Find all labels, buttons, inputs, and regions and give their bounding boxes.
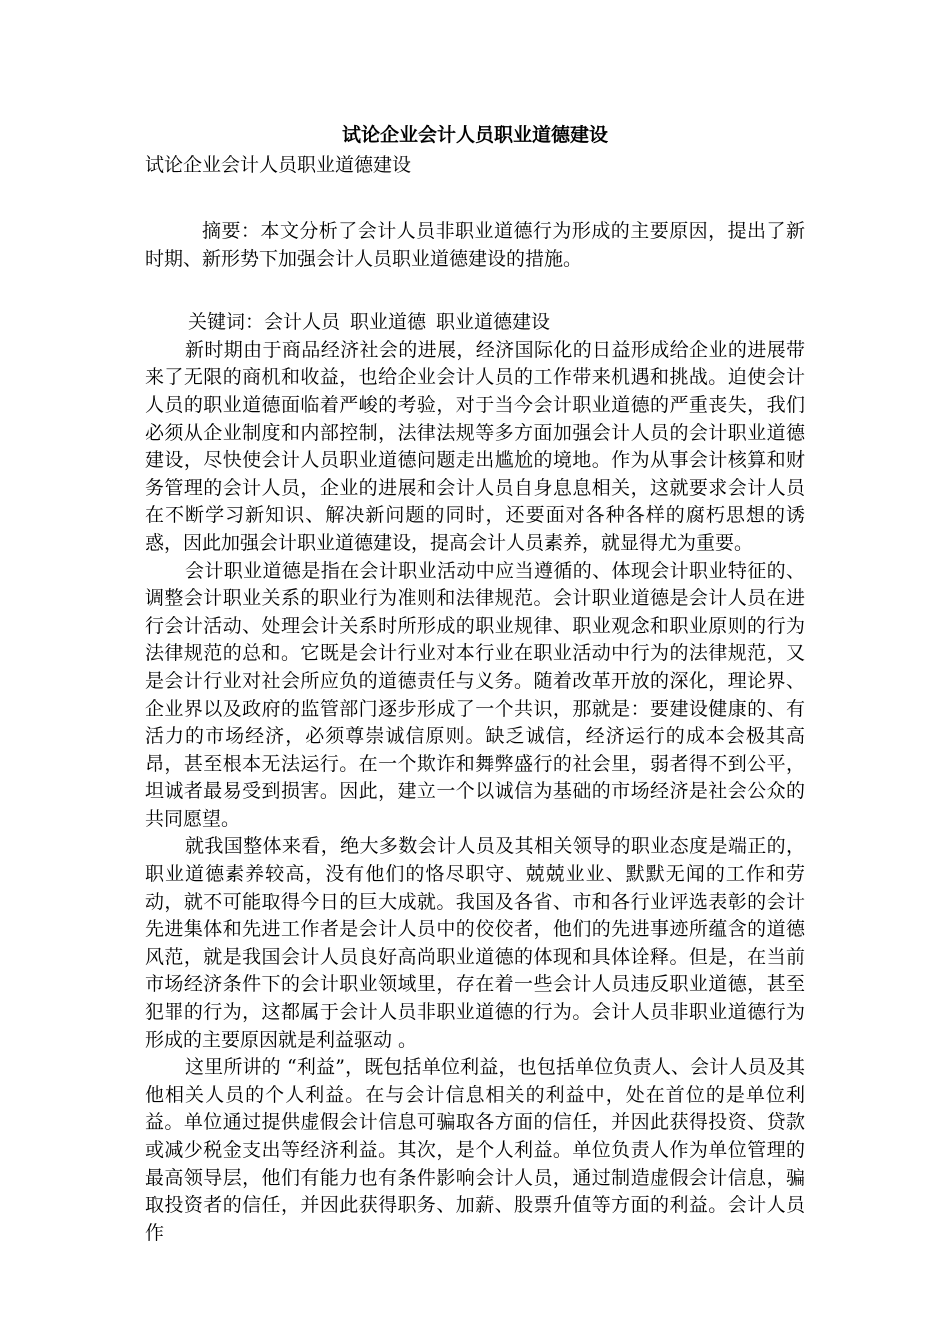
spacer xyxy=(145,180,805,218)
keywords-label: 关键词： xyxy=(188,311,265,334)
keywords-line xyxy=(145,309,805,337)
body-paragraph: 就我国整体来看，绝大多数会计人员及其相关领导的职业态度是端正的，职业道德素养较高，没有他们的恪尽职守、兢兢业业、默默无闻的工作和劳动，就不可能取得今日的巨大成就。我国及各省、市和各行业评选表彰的会计先进集体和先进工作者是会计人员中的佼佼者，他们的先进事迹所蕴含的道德风范，就是我国会计人员良好高尚职业道德的体现和具体诠释。但是，在当前市场经济条件下的会计职业领域里，存在着一些会计人员违反职业道德，甚至犯罪的行为，这都属于会计人员非职业道德的行为。会计人员非职业道德行为形成的主要原因就是利益驱动 。 xyxy=(145,835,805,1051)
body-paragraph: 会计职业道德是指在会计职业活动中应当遵循的、体现会计职业特征的、调整会计职业关系的职业行为准则和法律规范。会计职业道德是会计人员在进行会计活动、处理会计关系时所形成的职业规律、职业观念和职业原则的行为法律规范的总和。它既是会计行业对本行业在职业活动中行为的法律规范，又是会计行业对社会所应负的道德责任与义务。随着改革开放的深化，理论界、企业界以及政府的监管部门逐步形成了一个共识，那就是：要建设健康的、有活力的市场经济，必须尊崇诚信原则。缺乏诚信，经济运行的成本会极其高昂，甚至根本无法运行。在一个欺诈和舞弊盛行的社会里，弱者得不到公平，坦诚者最易受到损害。因此，建立一个以诚信为基础的市场经济是社会公众的共同愿望。 xyxy=(145,559,805,830)
body-paragraph: 新时期由于商品经济社会的进展，经济国际化的日益形成给企业的进展带来了无限的商机和收益，也给企业会计人员的工作带来机遇和挑战。迫使会计人员的职业道德面临着严峻的考验，对于当今会计职业道德的严重丧失，我们必须从企业制度和内部控制，法律法规等多方面加强会计人员的会计职业道德建设，尽快使会计人员职业道德问题走出尴尬的境地。作为从事会计核算和财务管理的会计人员，企业的进展和会计人员自身息息相关，这就要求会计人员在不断学习新知识、解决新问题的同时，还要面对各种各样的腐朽思想的诱惑，因此加强会计职业道德建设，提高会计人员素养，就显得尤为重要。 xyxy=(145,338,805,554)
body-paragraph: 这里所讲的 “利益”，既包括单位利益，也包括单位负责人、会计人员及其他相关人员的个人利益。在与会计信息相关的利益中，处在首位的是单位利益。单位通过提供虚假会计信息可骗取各方面的信任，并因此获得投资、贷款或减少税金支出等经济利益。其次，是个人利益。单位负责人作为单位管理的最高领导层，他们有能力也有条件影响会计人员，通过制造虚假会计信息，骗取投资者的信任，并因此获得职务、加薪、股票升值等方面的利益。会计人员作 xyxy=(145,1056,805,1244)
abstract-paragraph: 摘要：本文分析了会计人员非职业道德行为形成的主要原因，提出了新时期、新形势下加强会计人员职业道德建设的措施。 xyxy=(145,220,805,270)
keyword-item: 会计人员 xyxy=(264,311,341,334)
document-subtitle: 试论企业会计人员职业道德建设 xyxy=(145,154,412,176)
document-title: 试论企业会计人员职业道德建设 xyxy=(341,124,608,146)
document-page xyxy=(145,120,805,1247)
keyword-item: 职业道德建设 xyxy=(436,311,551,334)
keyword-item: 职业道德 xyxy=(350,311,427,334)
spacer xyxy=(145,273,805,309)
